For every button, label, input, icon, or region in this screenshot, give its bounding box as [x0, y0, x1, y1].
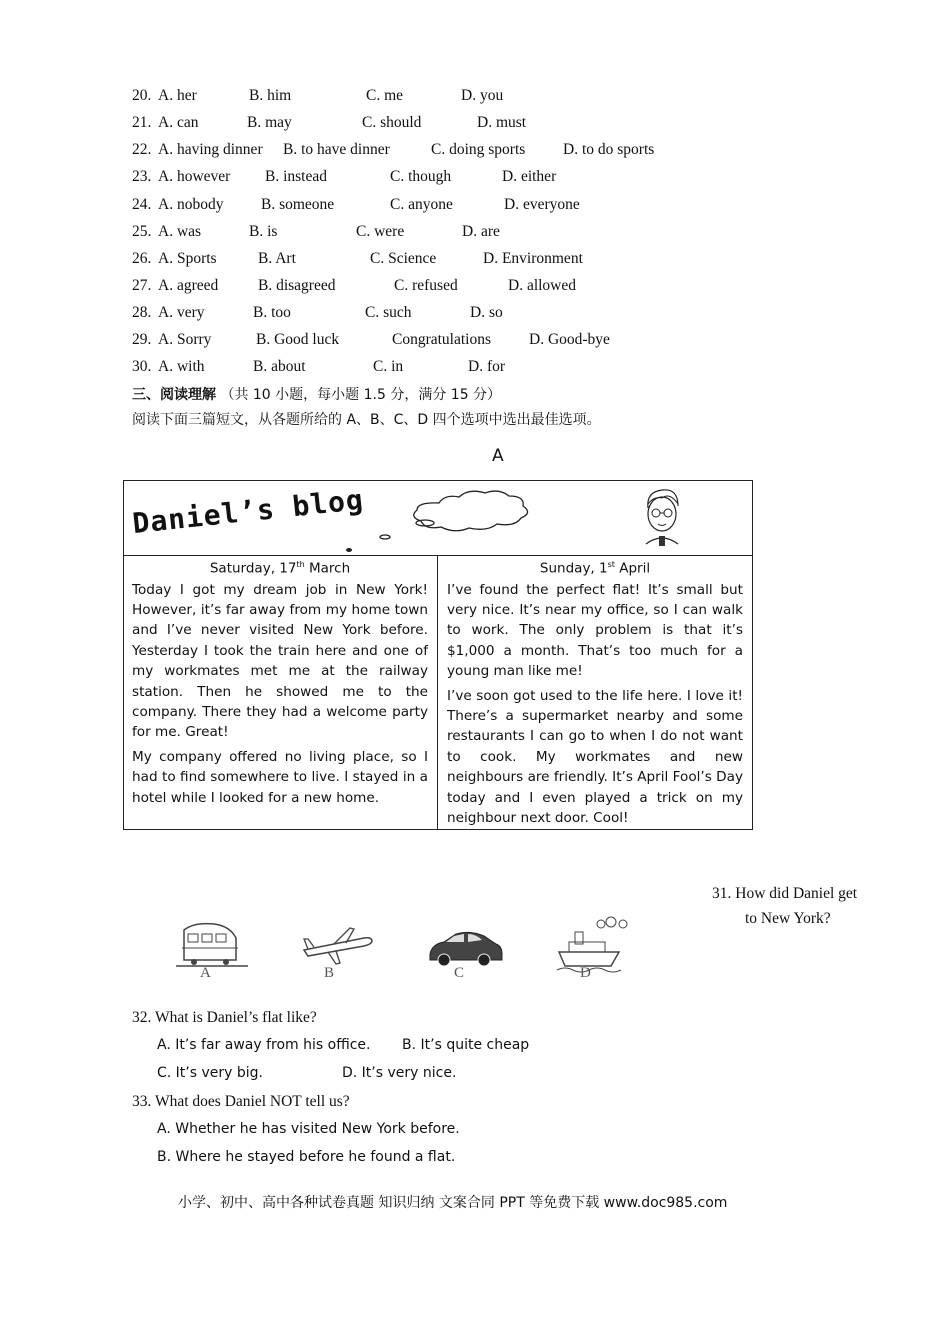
q32-option-a: A. It’s far away from his office. — [157, 1037, 371, 1053]
entry-date: Saturday, 17th March — [209, 560, 351, 577]
question-number: 27. — [132, 277, 152, 294]
question-number: 24. — [132, 196, 152, 213]
option-d: D. Environment — [483, 250, 583, 267]
option-c: C. were — [356, 223, 405, 240]
ship-icon — [553, 906, 633, 986]
option-a: A. was — [158, 223, 202, 240]
option-d: D. you — [461, 87, 504, 104]
option-d: D. for — [468, 358, 506, 375]
section-note: （共 10 小题，每小题 1.5 分，满分 15 分） — [220, 387, 502, 403]
option-d: D. allowed — [508, 277, 577, 294]
option-b: B. him — [249, 87, 292, 104]
question-32: 32. What is Daniel’s flat like? — [132, 1009, 317, 1026]
option-d: D. everyone — [504, 196, 580, 213]
blog-table — [123, 480, 753, 830]
option-d: D. Good-bye — [529, 331, 610, 348]
option-b: B. is — [249, 223, 278, 240]
question-number: 25. — [132, 223, 152, 240]
q32-option-d: D. It’s very nice. — [342, 1065, 457, 1081]
picture-label: D — [580, 965, 591, 981]
entry-paragraph: I’ve found the perfect flat! It’s small but very nice. It’s near my office, so I can walk to work. The only problem is that it’s $1,000 a month. That’s too much for a young man like me! — [447, 581, 743, 680]
option-b: B. about — [253, 358, 306, 375]
section-heading-line — [132, 384, 501, 404]
option-c: C. though — [390, 168, 452, 185]
picture-label: B — [324, 965, 335, 981]
q33-option-b: B. Where he stayed before he found a flat. — [157, 1149, 456, 1165]
thought-cloud-icon — [339, 485, 549, 555]
option-b: B. to have dinner — [283, 141, 390, 158]
passage-label: A — [492, 446, 504, 466]
question-number: 22. — [132, 141, 152, 158]
blog-title: Daniel’s blog — [130, 482, 366, 541]
question-number: 30. — [132, 358, 152, 375]
entry-paragraph: My company offered no living place, so I had to find somewhere to live. I stayed in a hotel while I looked for a new home. — [132, 748, 428, 806]
option-b: B. too — [253, 304, 291, 321]
entry-date: Sunday, 1st April — [539, 560, 651, 577]
option-a: A. having dinner — [158, 141, 263, 158]
option-a: A. can — [158, 114, 199, 131]
option-c: C. such — [365, 304, 412, 321]
option-d: D. either — [502, 168, 557, 185]
option-a: A. very — [158, 304, 205, 321]
option-a: A. nobody — [158, 196, 224, 213]
option-b: B. instead — [265, 168, 327, 185]
q32-option-c: C. It’s very big. — [157, 1065, 263, 1081]
section-instruction: 阅读下面三篇短文，从各题所给的 A、B、C、D 四个选项中选出最佳选项。 — [132, 412, 601, 428]
picture-label: A — [200, 965, 211, 981]
blog-header — [124, 481, 752, 556]
option-c: C. anyone — [390, 196, 453, 213]
question-number: 29. — [132, 331, 152, 348]
option-d: D. must — [477, 114, 527, 131]
option-c: C. Science — [370, 250, 437, 267]
q33-option-a: A. Whether he has visited New York before. — [157, 1121, 460, 1137]
option-c: C. doing sports — [431, 141, 526, 158]
question-31-line2: to New York? — [745, 910, 831, 927]
question-number: 21. — [132, 114, 152, 131]
section-heading: 三、阅读理解 — [132, 387, 216, 403]
option-b: B. Art — [258, 250, 296, 267]
option-c: C. refused — [394, 277, 458, 294]
question-number: 20. — [132, 87, 152, 104]
q32-option-b: B. It’s quite cheap — [402, 1037, 530, 1053]
page-footer: 小学、初中、高中各种试卷真题 知识归纳 文案合同 PPT 等免费下载 www.doc985.com — [178, 1195, 728, 1211]
option-c: C. me — [366, 87, 404, 104]
option-a: A. her — [158, 87, 197, 104]
question-number: 28. — [132, 304, 152, 321]
question-number: 26. — [132, 250, 152, 267]
option-b: B. disagreed — [258, 277, 336, 294]
blog-entry-saturday — [124, 556, 438, 830]
option-d: D. to do sports — [563, 141, 655, 158]
entry-paragraph: Today I got my dream job in New York! However, it’s far away from my home town and I’ve never visited New York before. Yesterday I took the train here and one of my workmates met me at the railway station. Then he showed me to the company. There they had a welcome party for me. Great! — [132, 581, 428, 741]
question-number: 23. — [132, 168, 152, 185]
option-c: C. should — [362, 114, 422, 131]
question-31-line1: 31. How did Daniel get — [712, 885, 858, 902]
option-a: A. however — [158, 168, 231, 185]
plane-icon — [298, 906, 378, 986]
option-b: B. may — [247, 114, 292, 131]
entry-paragraph: I’ve soon got used to the life here. I love it! There’s a supermarket nearby and some restaurants I can go to when I do not want to cook. My workmates and new neighbours are friendly. It’s April Fool’s Day today and I even played a trick on my neighbour next door. Cool! — [447, 687, 743, 826]
option-c: Congratulations — [392, 331, 492, 348]
option-b: B. Good luck — [256, 331, 340, 348]
option-a: A. Sorry — [158, 331, 212, 348]
option-a: A. with — [158, 358, 205, 375]
option-b: B. someone — [261, 196, 335, 213]
option-d: D. are — [462, 223, 500, 240]
option-a: A. Sports — [158, 250, 217, 267]
daniel-avatar-icon — [634, 486, 690, 552]
question-33: 33. What does Daniel NOT tell us? — [132, 1093, 350, 1110]
blog-entry-sunday — [438, 556, 752, 830]
option-d: D. so — [470, 304, 503, 321]
option-a: A. agreed — [158, 277, 219, 294]
option-c: C. in — [373, 358, 404, 375]
picture-label: C — [454, 965, 465, 981]
train-icon — [172, 906, 252, 986]
